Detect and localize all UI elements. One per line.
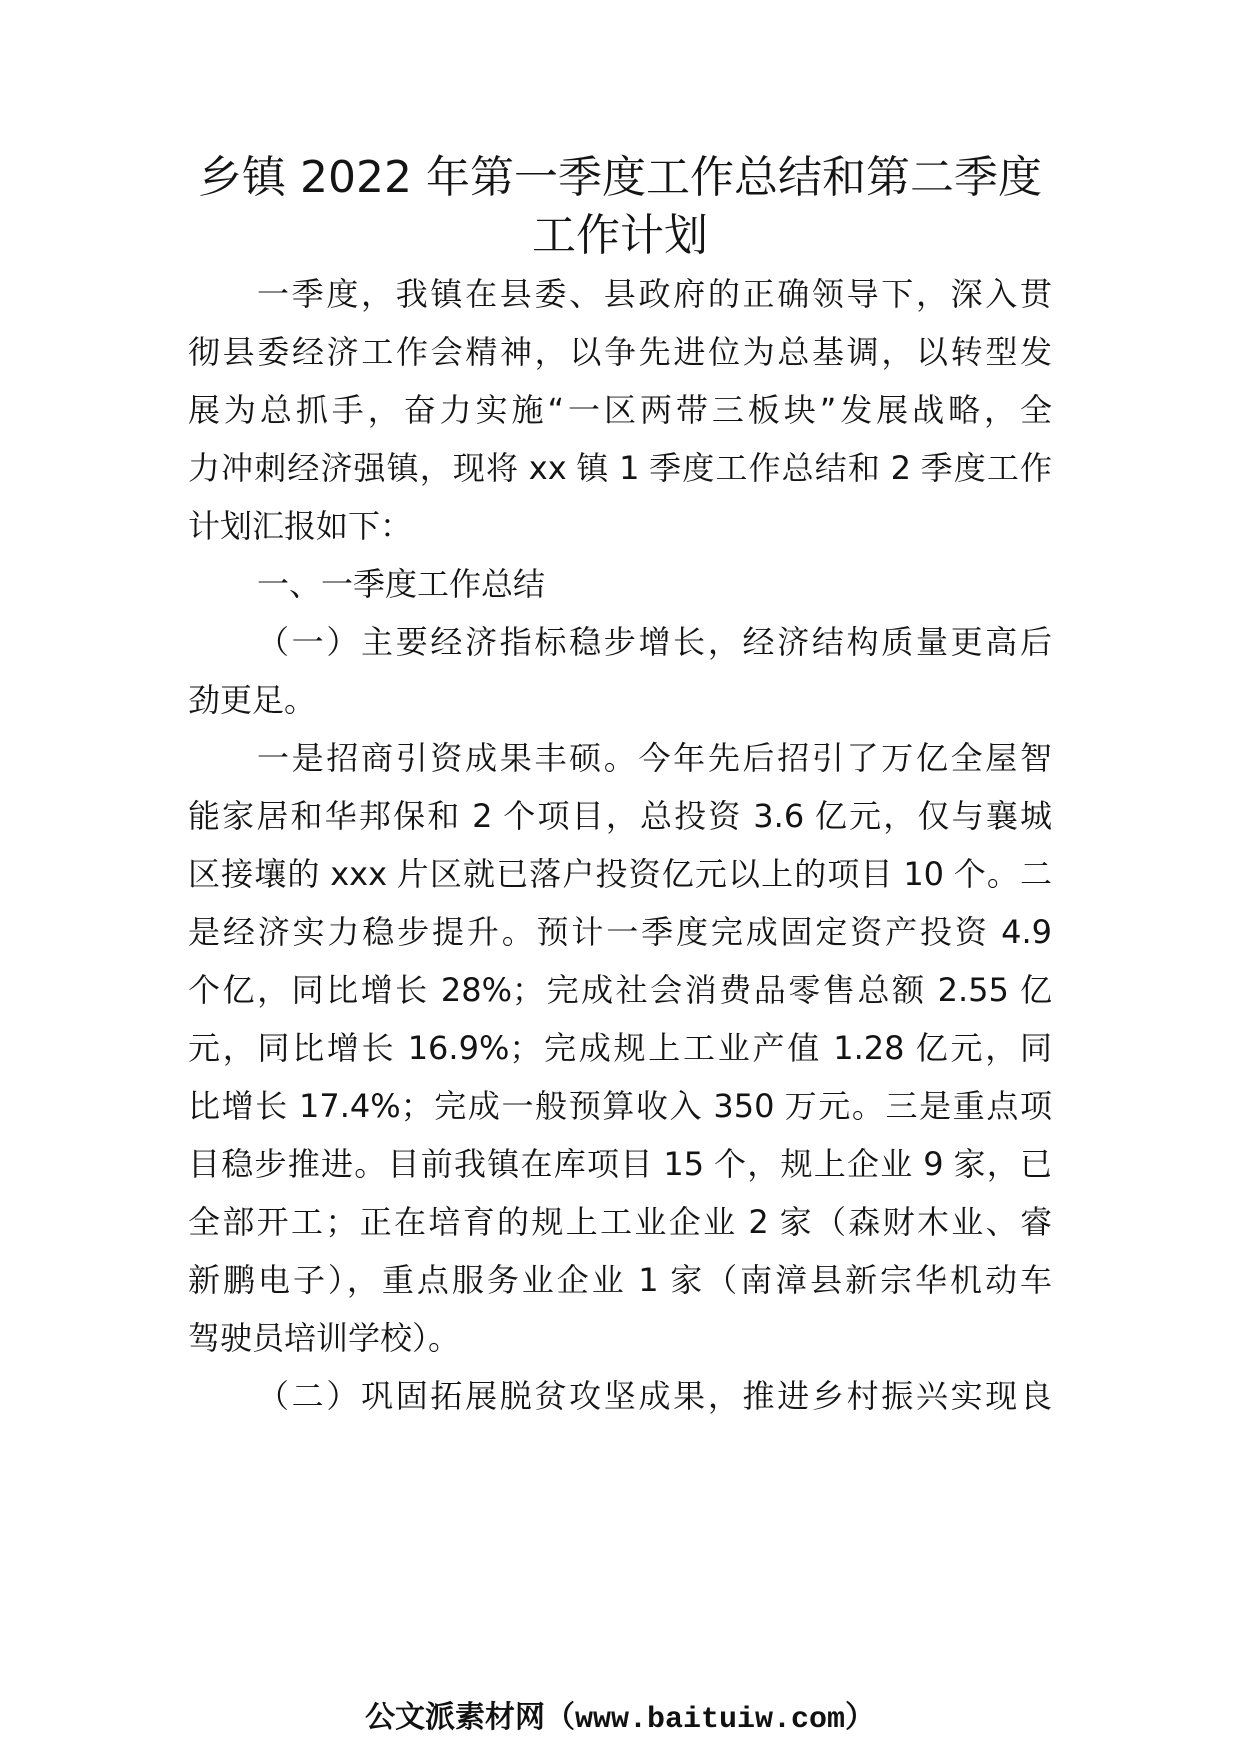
- heading-line: 一、一季度工作总结: [257, 565, 546, 603]
- text-line: 展为总抓手，奋力实施“一区两带三板块”发展战略，全: [188, 391, 1052, 429]
- text-line: 区接壤的 xxx 片区就已落户投资亿元以上的项目 10 个。二: [188, 855, 1052, 893]
- section-heading: [188, 555, 1052, 613]
- watermark-footer: 公文派素材网（www.baituiw.com）: [364, 1703, 876, 1737]
- title-line: 乡镇 2022 年第一季度工作总结和第二季度: [198, 152, 1042, 203]
- text-line: 劲更足。: [188, 681, 317, 719]
- text-line: 驾驶员培训学校）。: [188, 1319, 461, 1357]
- text-line: 力冲刺经济强镇，现将 xx 镇 1 季度工作总结和 2 季度工作: [188, 449, 1052, 487]
- text-line: 全部开工；正在培育的规上工业企业 2 家（森财木业、睿: [188, 1203, 1052, 1241]
- text-line: 个亿，同比增长 28%；完成社会消费品零售总额 2.55 亿: [188, 971, 1052, 1009]
- title-line: 工作计划: [532, 210, 708, 261]
- text-line: 目稳步推进。目前我镇在库项目 15 个，规上企业 9 家，已: [188, 1145, 1052, 1183]
- text-line: 一是招商引资成果丰硕。今年先后招引了万亿全屋智: [257, 739, 1052, 777]
- document-page: [188, 149, 1052, 1425]
- text-line: 能家居和华邦保和 2 个项目，总投资 3.6 亿元，仅与襄城: [188, 797, 1052, 835]
- text-line: 新鹏电子），重点服务业企业 1 家（南漳县新宗华机动车: [188, 1261, 1052, 1299]
- text-line: 元，同比增长 16.9%；完成规上工业产值 1.28 亿元，同: [188, 1029, 1052, 1067]
- text-line: （一）主要经济指标稳步增长，经济结构质量更高后: [257, 623, 1052, 661]
- subsection-heading: [188, 1367, 1052, 1425]
- text-line: （二）巩固拓展脱贫攻坚成果，推进乡村振兴实现良: [257, 1377, 1052, 1415]
- text-line: 彻县委经济工作会精神，以争先进位为总基调，以转型发: [188, 333, 1052, 371]
- subsection-heading: [188, 613, 1052, 729]
- document-title: [188, 149, 1052, 265]
- text-line: 一季度，我镇在县委、县政府的正确领导下，深入贯: [257, 275, 1052, 313]
- paragraph-intro: [188, 265, 1052, 555]
- paragraph-summary: [188, 729, 1052, 1367]
- text-line: 是经济实力稳步提升。预计一季度完成固定资产投资 4.9: [188, 913, 1052, 951]
- text-line: 比增长 17.4%；完成一般预算收入 350 万元。三是重点项: [188, 1087, 1052, 1125]
- text-line: 计划汇报如下：: [188, 507, 413, 545]
